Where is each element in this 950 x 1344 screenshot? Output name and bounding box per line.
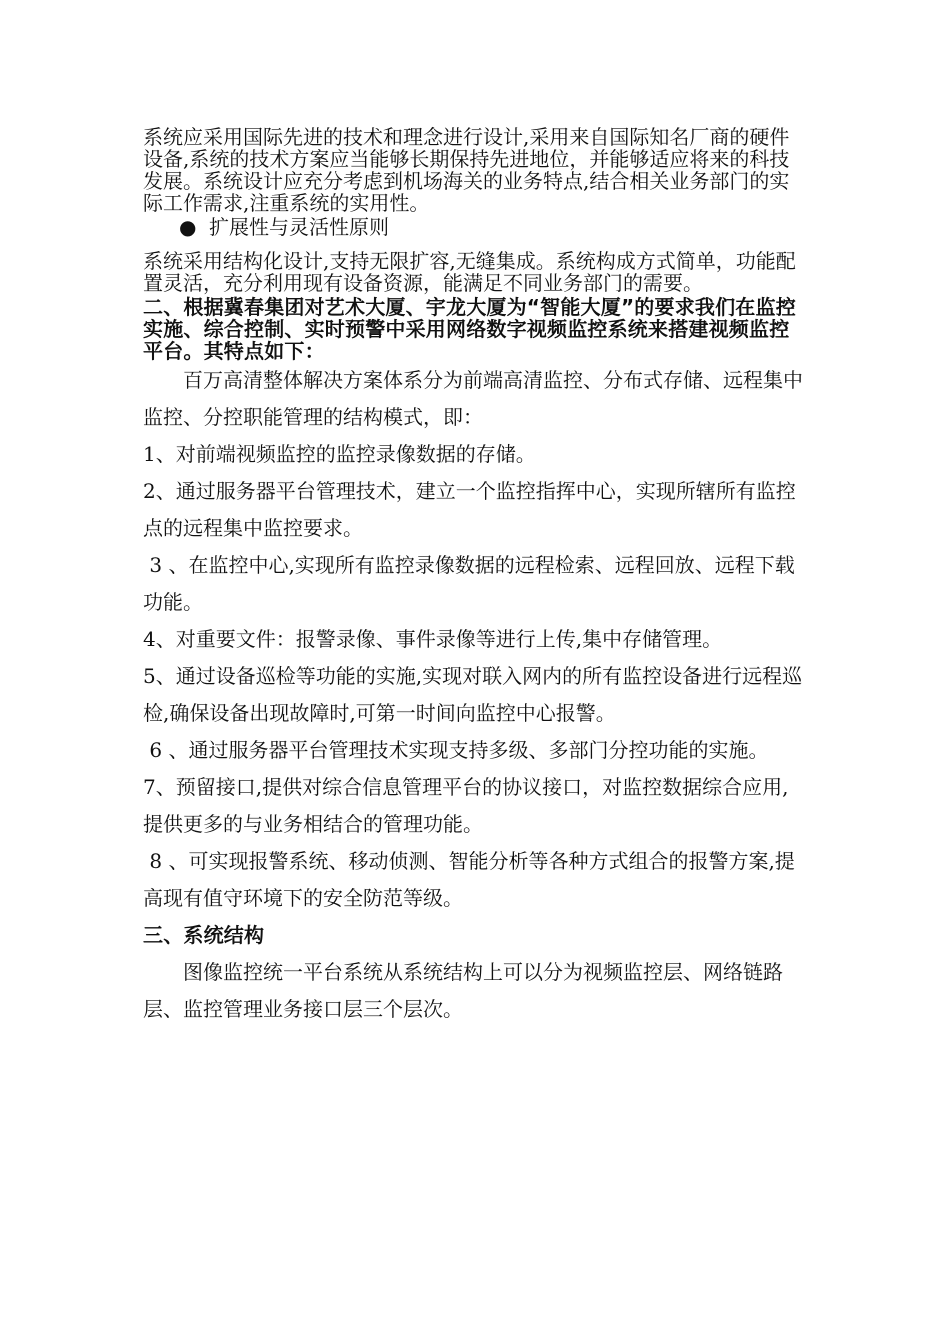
list-item: 2、通过服务器平台管理技术，建立一个监控指挥中心，实现所辖所有监控点的远程集中监控要求。 [143,479,796,540]
list-item: 6 、通过服务器平台管理技术实现支持多级、多部门分控功能的实施。 [143,738,769,762]
list-item: 5、通过设备巡检等功能的实施,实现对联入网内的所有监控设备进行远程巡检,确保设备出现故障时,可第一时间向监控中心报警。 [143,664,803,725]
list-item: 1、对前端视频监控的监控录像数据的存储。 [143,442,536,466]
list-item: 8 、可实现报警系统、移动侦测、智能分析等各种方式组合的报警方案,提高现有值守环境下的安全防范等级。 [143,849,795,910]
bullet-item-scalability [143,214,808,240]
section-heading-two: 二、根据冀春集团对艺术大厦、宇龙大厦为“智能大厦”的要求我们在监控实施、综合控制、实时预警中采用网络数字视频监控系统来搭建视频监控平台。其特点如下： [143,295,796,363]
list-item: 3 、在监控中心,实现所有监控录像数据的远程检索、远程回放、远程下载功能。 [143,553,795,614]
paragraph-system-layers: 图像监控统一平台系统从系统结构上可以分为视频监控层、网络链路层、监控管理业务接口层三个层次。 [143,960,783,1021]
bullet-dot-icon: ● [179,215,197,239]
section-heading-three: 三、系统结构 [143,923,265,947]
document-page [143,126,808,1028]
list-item: 4、对重要文件：报警录像、事件录像等进行上传,集中存储管理。 [143,627,723,651]
paragraph-advanced-technology: 系统应采用国际先进的技术和理念进行设计,采用来自国际知名厂商的硬件设备,系统的技术方案应当能够长期保持先进地位，并能够适应将来的科技发展。系统设计应充分考虑到机场海关的业务特点,结合相关业务部门的实际工作需求,注重系统的实用性。 [143,125,790,215]
paragraph-solution-intro: 百万高清整体解决方案体系分为前端高清监控、分布式存储、远程集中监控、分控职能管理的结构模式，即： [143,368,803,429]
paragraph-structured-design: 系统采用结构化设计,支持无限扩容,无缝集成。系统构成方式简单，功能配置灵活，充分利用现有设备资源，能满足不同业务部门的需要。 [143,249,796,295]
bullet-label: 扩展性与灵活性原则 [209,215,389,239]
list-item: 7、预留接口,提供对综合信息管理平台的协议接口，对监控数据综合应用,提供更多的与业务相结合的管理功能。 [143,775,789,836]
